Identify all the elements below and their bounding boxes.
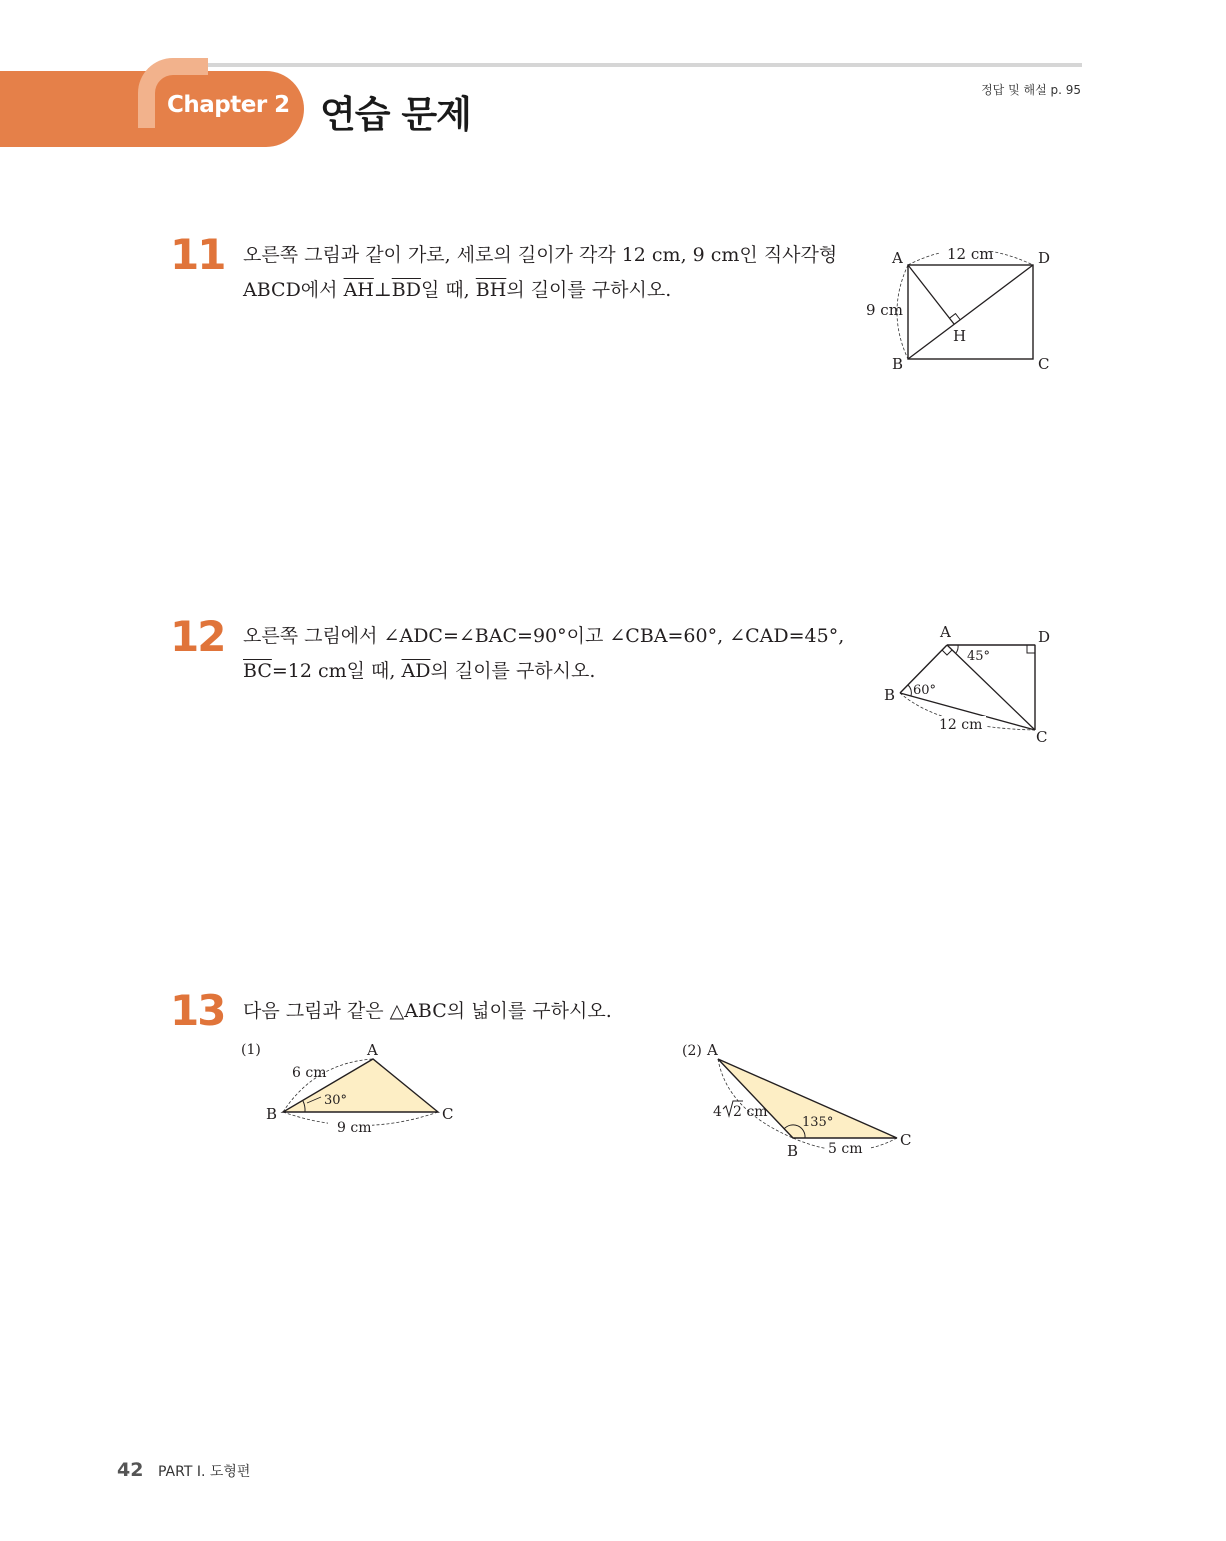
fig11-label-B: B <box>892 355 904 373</box>
problem-11-line2: ABCD에서 $\overline{AH}\perp\overline{BD}$일 때, $\overline{BH}$의 길이를 구하시오. <box>243 279 672 301</box>
fig13-1-len-BC: 9 cm <box>337 1120 372 1136</box>
problem-13-figure-2 <box>675 1035 925 1165</box>
problem-11-text <box>243 238 837 308</box>
fig12-label-C: C <box>1036 728 1048 746</box>
header-rule <box>190 63 1082 67</box>
problem-11-line1: 오른쪽 그림과 같이 가로, 세로의 길이가 각각 12 cm, 9 cm인 직사각형 <box>243 244 838 266</box>
fig11-len-top: 12 cm <box>947 245 994 263</box>
fig13-2-len-AB-rad: 2 <box>733 1104 742 1120</box>
problem-12-figure <box>870 620 1070 750</box>
footer-part-label: PART I. 도형편 <box>158 1464 251 1480</box>
problem-12-text <box>243 619 844 689</box>
fig13-2-len-BC: 5 cm <box>828 1141 863 1157</box>
problem-13-figure-1 <box>235 1035 475 1145</box>
fig12-len-BC: 12 cm <box>939 717 983 733</box>
fig11-len-left: 9 cm <box>866 301 903 319</box>
chapter-label: Chapter 2 <box>167 92 290 118</box>
fig13-1-label-C: C <box>442 1105 454 1123</box>
fig11-label-A: A <box>892 249 903 267</box>
problem-12-line1: 오른쪽 그림에서 ∠ADC=∠BAC=90°이고 ∠CBA=60°, ∠CAD=45°, <box>243 625 845 647</box>
problem-12-line2: $\overline{BC}=12$ cm일 때, $\overline{AD}$의 길이를 구하시오. <box>243 660 596 682</box>
problem-12-number: 12 <box>170 612 225 661</box>
fig13-1-label-B: B <box>266 1105 278 1123</box>
problem-11-figure <box>860 238 1060 378</box>
fig13-2-angle-B: 135° <box>802 1115 834 1130</box>
fig13-1-label: (1) <box>241 1042 261 1058</box>
problem-13-text: 다음 그림과 같은 △ABC의 넓이를 구하시오. <box>243 1000 612 1022</box>
fig13-2-label: (2) <box>682 1043 702 1059</box>
fig13-2-len-AB-coef: 4 <box>713 1104 722 1120</box>
fig13-1-len-AB: 6 cm <box>292 1065 327 1081</box>
fig12-angle-A: 45° <box>967 649 991 664</box>
fig12-angle-B: 60° <box>913 683 937 698</box>
answer-reference: 정답 및 해설 p. 95 <box>981 83 1081 97</box>
fig12-label-D: D <box>1038 628 1051 646</box>
fig11-label-D: D <box>1038 249 1051 267</box>
fig12-label-A: A <box>940 623 951 641</box>
fig12-label-B: B <box>884 686 896 704</box>
problem-11-number: 11 <box>170 230 225 279</box>
fig13-2-label-C: C <box>900 1131 912 1149</box>
fig13-2-len-AB-unit: cm <box>742 1104 768 1120</box>
fig13-1-angle-B: 30° <box>324 1093 348 1108</box>
page-title: 연습 문제 <box>320 93 471 136</box>
problem-13-number: 13 <box>170 986 225 1035</box>
fig13-2-label-B: B <box>787 1142 799 1160</box>
page-number: 42 <box>117 1459 144 1481</box>
fig11-label-C: C <box>1038 355 1050 373</box>
fig13-2-label-A: A <box>707 1041 718 1059</box>
fig11-label-H: H <box>953 327 967 345</box>
fig13-1-label-A: A <box>367 1041 378 1059</box>
